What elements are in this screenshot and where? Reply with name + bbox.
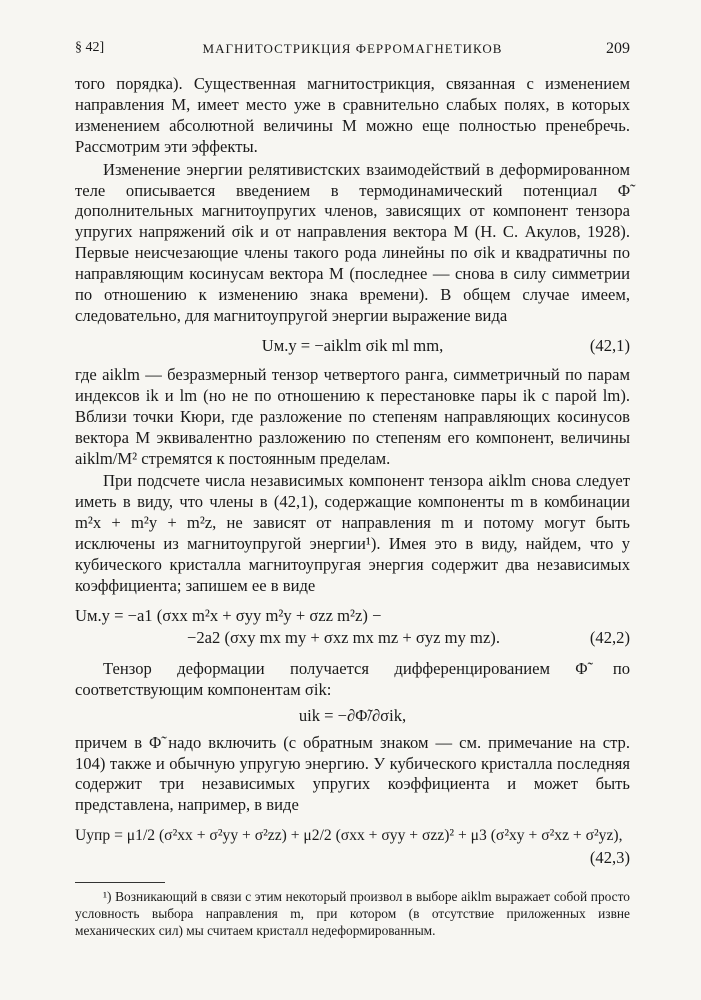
equation-42-3-formula: Uупр = μ1/2 (σ²xx + σ²yy + σ²zz) + μ2/2 (σxx + σyy + σzz)² + μ3 (σ²xy + σ²xz + σ²yz),	[75, 827, 623, 845]
paragraph-6: причем в Φ̃ надо включить (с обратным знаком — см. примечание на стр. 104) также и обычную упругую энергию. У кубического кристалла последняя содержит три независимых упругих коэффициента и может быть представлена, например, в виде	[75, 732, 630, 815]
main-text	[75, 74, 630, 939]
equation-42-3	[75, 826, 630, 848]
equation-42-2-formula-line-1: Uм.у = −a1 (σxx m²x + σyy m²y + σzz m²z) −	[75, 605, 382, 625]
equation-42-2-line-1	[75, 606, 630, 628]
footnote: ¹) Возникающий в связи с этим некоторый произвол в выборе aiklm выражает собой просто условность выбора направления m, при котором (в отсутствие приложенных извне механических сил) мы считаем кристалл недеформированным.	[75, 889, 630, 939]
equation-42-2-line-2	[75, 628, 630, 650]
equation-strain	[75, 706, 630, 728]
equation-42-1	[75, 336, 630, 358]
equation-42-1-formula: Uм.у = −aiklm σik ml mm,	[261, 335, 444, 355]
paragraph-5: Тензор деформации получается дифференцированием Φ̃ по соответствующим компонентам σik:	[75, 658, 630, 699]
paragraph-1: того порядка). Существенная магнитострикция, связанная с изменением направления М, имеет место уже в сравнительно слабых полях, в которых изменением абсолютной величины M можно еще полностью пренебречь. Рассмотрим эти эффекты.	[75, 74, 630, 156]
paragraph-3: где aiklm — безразмерный тензор четвертого ранга, симметричный по парам индексов ik и lm (но не по отношению к перестановке пары ik с парой lm). Вблизи точки Кюри, где разложение по степеням направляющих косинусов вектора М эквивалентно разложению по степеням его компонент, величины aiklm/M² стремятся к постоянным пределам.	[75, 364, 630, 468]
equation-42-2-number: (42,2)	[589, 627, 630, 647]
equation-strain-formula: uik = −∂Φ̃/∂σik,	[298, 705, 407, 725]
chapter-title: МАГНИТОСТРИКЦИЯ ФЕРРОМАГНЕТИКОВ	[202, 41, 503, 56]
equation-42-2-formula-line-2: −2a2 (σxy mx my + σxz mx mz + σyz my mz).	[187, 627, 500, 647]
equation-42-3-number-row	[75, 848, 630, 870]
footnote-divider	[75, 882, 165, 883]
paragraph-4: При подсчете числа независимых компонент тензора aiklm снова следует иметь в виду, что члены в (42,1), содержащие компоненты m в комбинации m²x + m²y + m²z, не зависят от направления m и потому могут быть исключены из магнитоупругой энергии¹). Имея это в виду, найдем, что у кубического кристалла магнитоупругая энергия содержит два независимых коэффициента; запишем ее в виде	[75, 471, 630, 595]
page-number: 209	[606, 40, 630, 57]
running-header	[75, 40, 630, 62]
equation-42-1-number: (42,1)	[589, 335, 630, 355]
paragraph-2: Изменение энергии релятивистских взаимодействий в деформированном теле описывается введением в термодинамический потенциал Φ̃ дополнительных магнитоупругих членов, зависящих от компонент тензора упругих напряжений σik и от направления вектора М (Н. С. Акулов, 1928). Первые неисчезающие члены такого рода линейны по σik и квадратичны по направляющим косинусам вектора М (последнее — снова в силу симметрии по отношению к изменению знака времени). В общем случае имеем, следовательно, для магнитоупругой энергии выражение вида	[75, 159, 630, 325]
section-marker: § 42]	[75, 40, 105, 55]
equation-42-3-number: (42,3)	[589, 848, 630, 868]
